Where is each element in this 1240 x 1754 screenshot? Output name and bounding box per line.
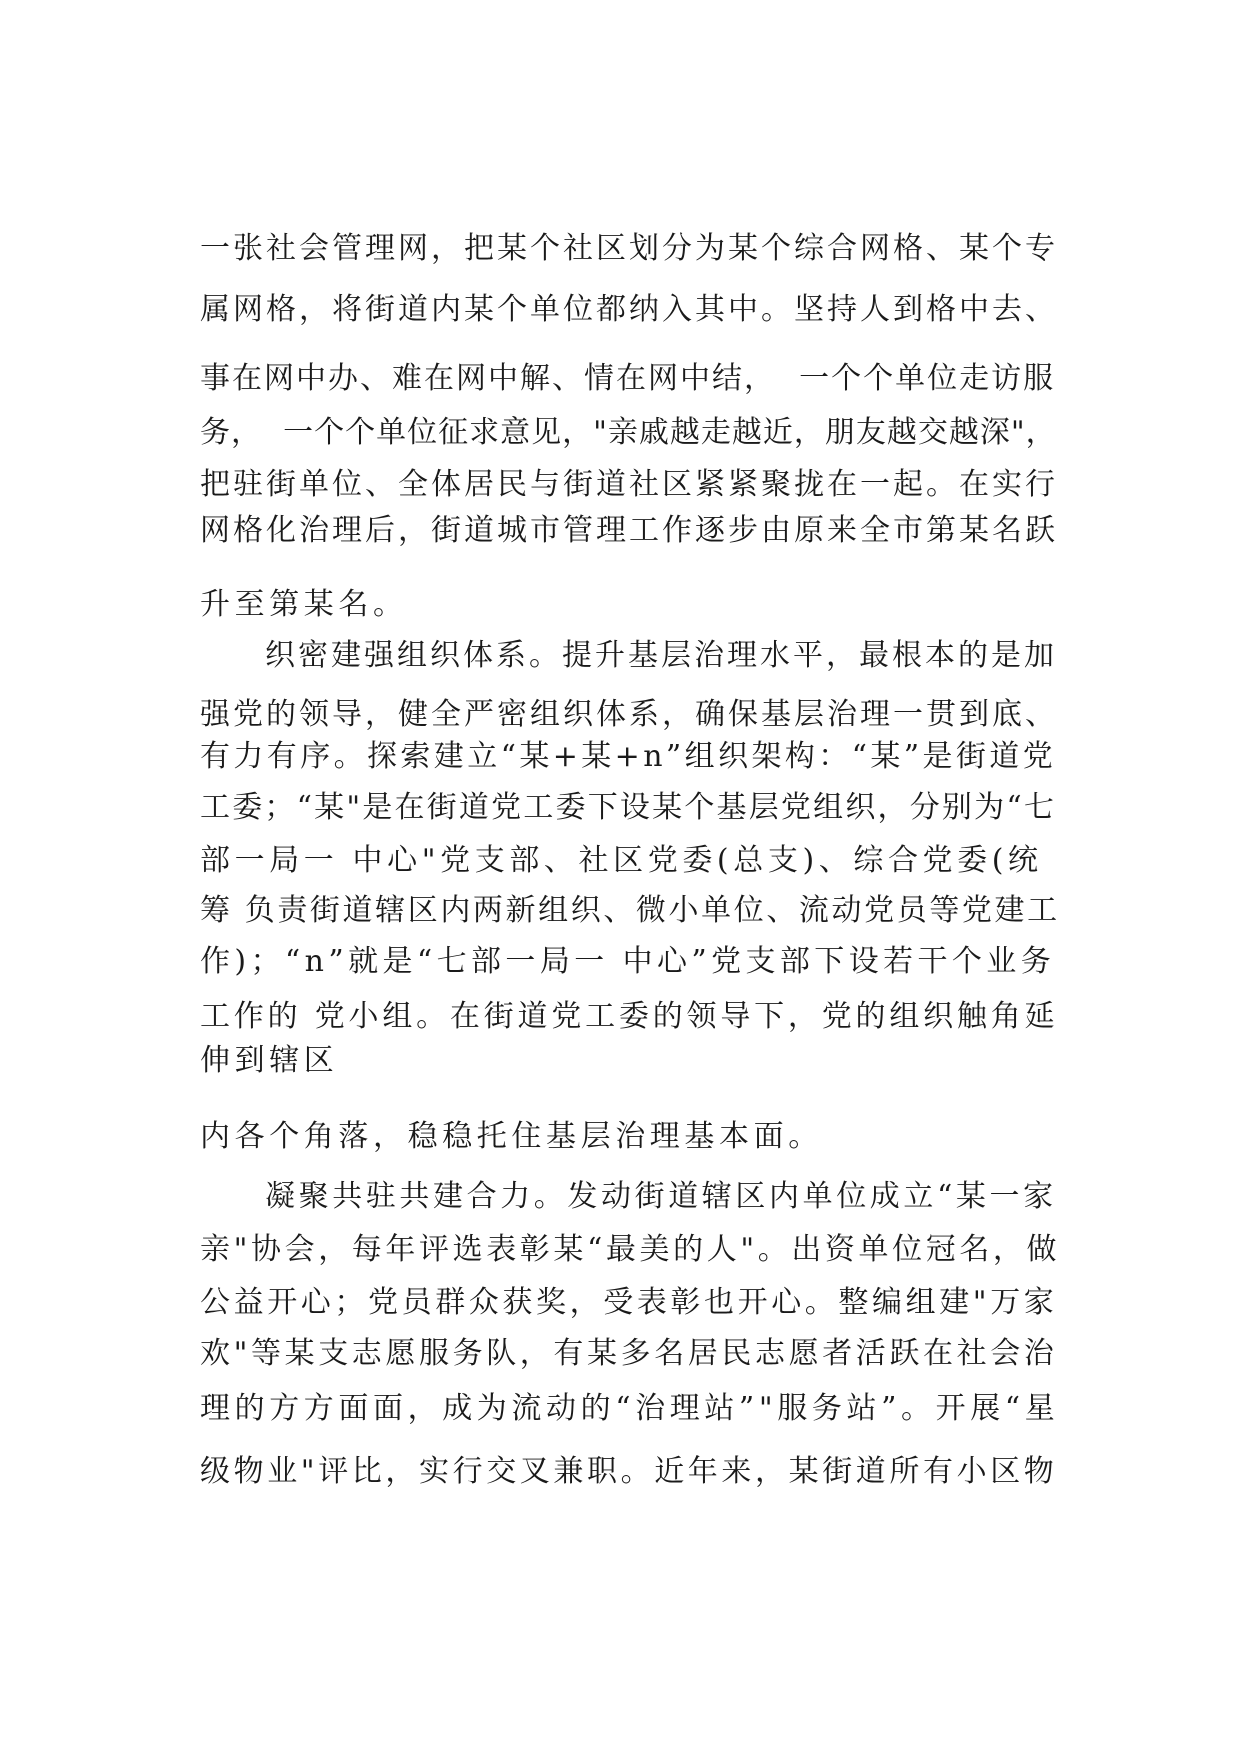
text-line: 强党的领导，健全严密组织体系，确保基层治理一贯到底、 <box>200 697 1058 732</box>
text-line: 理的方方面面，成为流动的“治理站”"服务站”。开展“星 <box>200 1391 1060 1426</box>
text-line: 一张社会管理网，把某个社区划分为某个综合网格、某个专 <box>200 231 1058 266</box>
paragraph-heading-line: 凝聚共驻共建合力。发动街道辖区内单位成立“某一家 <box>265 1179 1057 1214</box>
text-line: 伸到辖区 <box>200 1043 339 1078</box>
text-line: 工委；“某"是在街道党工委下设某个基层党组织，分别为“七 <box>200 790 1057 825</box>
text-line: 内各个角落，稳稳托住基层治理基本面。 <box>200 1119 823 1154</box>
text-line: 事在网中办、难在网中解、情在网中结， 一个个单位走访服 <box>200 361 1056 396</box>
text-line: 公益开心；党员群众获奖，受表彰也开心。整编组建"万家 <box>200 1285 1058 1320</box>
text-line: 工作的 党小组。在街道党工委的领导下，党的组织触角延 <box>200 999 1059 1034</box>
text-line: 把驻街单位、全体居民与街道社区紧紧聚拢在一起。在实行 <box>200 467 1058 502</box>
text-line: 级物业"评比，实行交叉兼职。近年来，某街道所有小区物 <box>200 1454 1058 1489</box>
text-line: 欢"等某支志愿服务队，有某多名居民志愿者活跃在社会治 <box>200 1336 1058 1371</box>
text-line: 属网格，将街道内某个单位都纳入其中。坚持人到格中去、 <box>200 292 1058 327</box>
text-line: 升至第某名。 <box>200 587 408 622</box>
text-line: 作)；“n”就是“七部一局一 中心”党支部下设若干个业务 <box>200 944 1056 979</box>
text-line: 务， 一个个单位征求意见，"亲戚越走越近，朋友越交越深"， <box>200 415 1057 450</box>
text-line: 网格化治理后，街道城市管理工作逐步由原来全市第某名跃 <box>200 513 1058 548</box>
text-line: 筹 负责街道辖区内两新组织、微小单位、流动党员等党建工 <box>200 893 1060 928</box>
paragraph-heading-line: 织密建强组织体系。提升基层治理水平，最根本的是加 <box>265 638 1057 673</box>
text-line: 部一局一 中心"党支部、社区党委(总支)、综合党委(统 <box>200 843 1043 878</box>
text-line: 亲"协会，每年评选表彰某“最美的人"。出资单位冠名，做 <box>200 1232 1061 1267</box>
text-line: 有力有序。探索建立“某+某+n”组织架构：“某”是街道党 <box>200 739 1057 774</box>
